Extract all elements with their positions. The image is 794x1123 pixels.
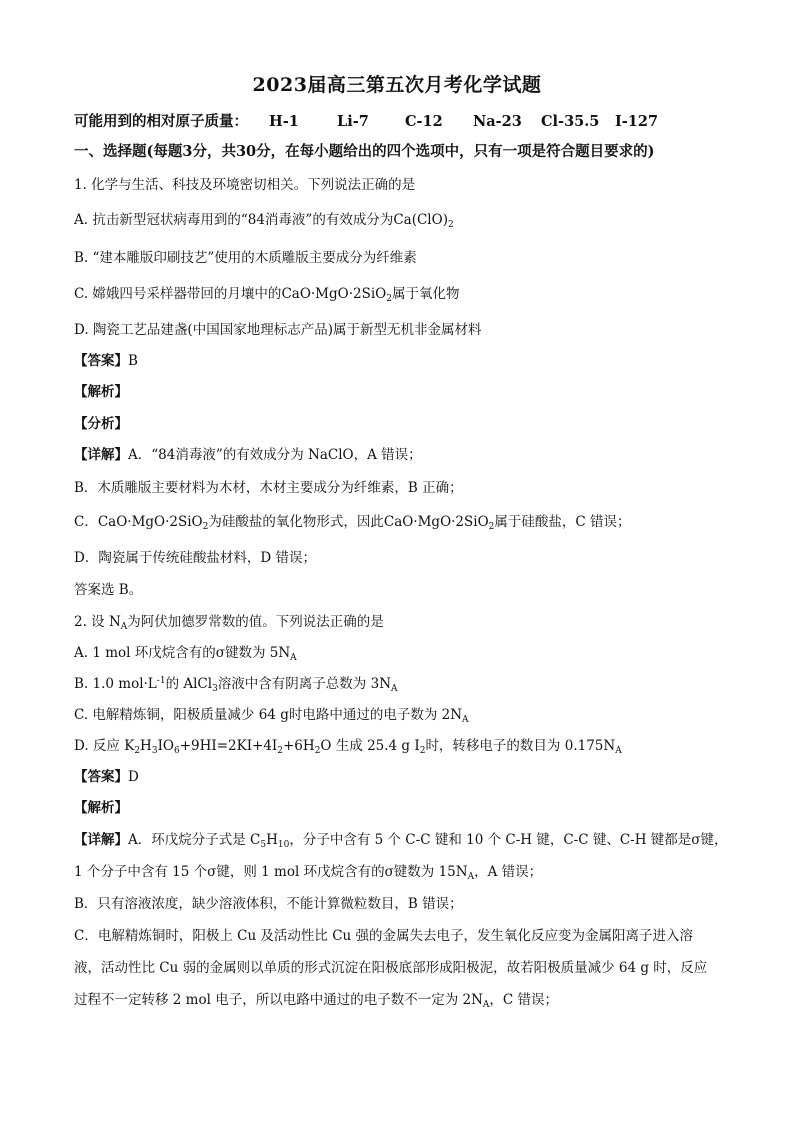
q2-detail-a-1 [74,828,734,848]
subscript: A [120,622,128,630]
atomic-mass-item: C-12 [405,113,443,130]
q2-stem [74,610,734,630]
q2-answer [74,765,734,785]
subscript: 6 [173,746,180,754]
q1-detail-b: B．木质雕版主要材料为木材，木材主要成分为纤维素，B 正确； [74,480,463,496]
subscript: A [462,715,469,723]
q2-option-d-text: 时，转移电子的数目为 0.175N [425,738,616,754]
detail-text: 为硅酸盐的氧化物形式，因此 [208,514,384,530]
q2-option-d [74,734,734,754]
detail-text: ，分子中含有 5 个 C-C 键和 10 个 C-H 键，C-C 键、C-H 键都是σ键， [289,832,728,848]
q1-option-c-text: 属于氧化物 [391,286,460,302]
subscript: 2 [386,294,392,302]
subscript: 2 [202,522,209,530]
detail-text: A．“84消毒液”的有效成分为 NaClO，A 错误； [128,447,422,463]
q1-answer [74,349,734,369]
detail-tag: 【详解】 [74,832,128,848]
q2-detail-c-1: C．电解精炼铜时，阳极上 Cu 及活动性比 Cu 强的金属失去电子，发生氧化反应变为金属阳离子进入溶 [74,928,694,944]
q2-option-d-text: +6H [283,738,315,754]
q2-option-b-text: B. 1.0 mol·L [74,676,157,692]
atomic-mass-item: Na-23 [473,113,522,130]
q1-fenxi-tag: 【分析】 [74,416,128,432]
q2-analysis-tag: 【解析】 [74,800,128,816]
q2-stem-text: 为阿伏加德罗常数的值。下列说法正确的是 [127,614,384,630]
subscript: A [290,653,297,661]
detail-text: 过程不一定转移 2 mol 电子，所以电路中通过的电子数不一定为 2N [74,992,483,1008]
detail-text: ，C 错误； [489,992,559,1008]
subscript: 2 [277,746,283,754]
subscript: 3 [212,684,218,692]
atomic-mass-label: 可能用到的相对原子质量： [74,113,248,130]
q1-option-b: B. “建本雕版印刷技艺”使用的木质雕版主要成分为纤维素 [74,250,417,266]
q1-stem: 1. 化学与生活、科技及环境密切相关。下列说法正确的是 [74,177,416,193]
q2-option-d-text: D. 反应 K [74,738,135,754]
atomic-mass-item: H-1 [269,113,299,130]
detail-text: 属于硅酸盐，C 错误； [494,514,631,530]
atomic-mass-item: Cl-35.5 [541,113,600,130]
q1-detail-d: D．陶瓷属于传统硅酸盐材料，D 错误； [74,550,316,566]
q2-option-d-text: +9HI=2KI+4I [179,738,278,754]
superscript: -1 [156,676,166,686]
q2-detail-c-2: 液，活动性比 Cu 弱的金属则以单质的形式沉淀在阳极底部形成阳极泥，故若阳极质量减少 64 g 时，反应 [74,960,708,976]
q1-option-a-text: A. 抗击新型冠状病毒用到的“84消毒液”的有效成分为 [74,212,394,228]
answer-value: D [128,769,139,785]
subscript: 2 [134,746,141,754]
q1-option-c [74,282,734,302]
subscript: A [615,746,622,754]
q2-detail-b: B．只有溶液浓度，缺少溶液体积，不能计算微粒数目，B 错误； [74,896,463,912]
formula: Ca(ClO) [393,212,448,228]
q1-detail-a [74,443,734,463]
q1-option-c-text: C. 嫦娥四号采样器带回的月壤中的 [74,286,282,302]
detail-text: H [266,832,278,848]
q1-option-d: D. 陶瓷工艺品建盏(中国国家地理标志产品)属于新型无机非金属材料 [74,322,482,338]
q2-option-c [74,703,734,723]
q2-option-b-text: 溶液中含有阴离子总数为 3N [217,676,392,692]
subscript: A [482,1000,490,1008]
atomic-mass-row [74,110,734,131]
formula: CaO·MgO·2SiO [383,514,489,530]
q2-option-a [74,641,734,661]
q2-option-b-text: 的 AlCl [165,676,213,692]
q1-detail-c [74,510,734,530]
q2-option-d-text: IO [157,738,174,754]
subscript: 5 [260,840,267,848]
q2-option-d-text: O 生成 25.4 g I [320,738,420,754]
formula: CaO·MgO·2SiO [97,514,203,530]
subscript: A [391,684,398,692]
detail-text: 1 个分子中含有 15 个σ键，则 1 mol 环戊烷含有的σ键数为 15N [74,864,468,880]
q2-detail-c-3 [74,988,734,1008]
subscript: 2 [447,220,454,228]
q2-option-b [74,672,734,692]
answer-tag: 【答案】 [74,769,128,785]
q2-detail-a-2 [74,860,734,880]
answer-value: B [128,353,138,369]
formula: CaO·MgO·2SiO [281,286,387,302]
q2-option-c-text: C. 电解精炼铜，阳极质量减少 64 g时电路中通过的电子数为 2N [74,707,463,723]
q1-analysis-tag: 【解析】 [74,384,128,400]
subscript: A [467,872,475,880]
detail-tag: 【详解】 [74,447,128,463]
subscript: 10 [277,840,290,848]
subscript: 2 [314,746,321,754]
q1-conclusion: 答案选 B。 [74,582,143,598]
q1-option-a [74,208,734,228]
subscript: 2 [419,746,426,754]
q2-stem-text: 2. 设 N [74,614,121,630]
atomic-mass-item: Li-7 [337,113,369,130]
page-title: 2023届高三第五次月考化学试题 [252,74,542,96]
q2-option-a-text: A. 1 mol 环戊烷含有的σ键数为 5N [74,645,291,661]
subscript: 3 [151,746,158,754]
q2-option-d-text: H [140,738,152,754]
detail-text: ，A 错误； [474,864,543,880]
detail-text: C． [74,514,98,530]
answer-tag: 【答案】 [74,353,128,369]
detail-text: A．环戊烷分子式是 C [128,832,261,848]
section-header: 一、选择题(每题3分，共30分，在每小题给出的四个选项中，只有一项是符合题目要求的) [74,143,655,160]
subscript: 2 [488,522,495,530]
atomic-mass-item: I-127 [615,113,659,130]
